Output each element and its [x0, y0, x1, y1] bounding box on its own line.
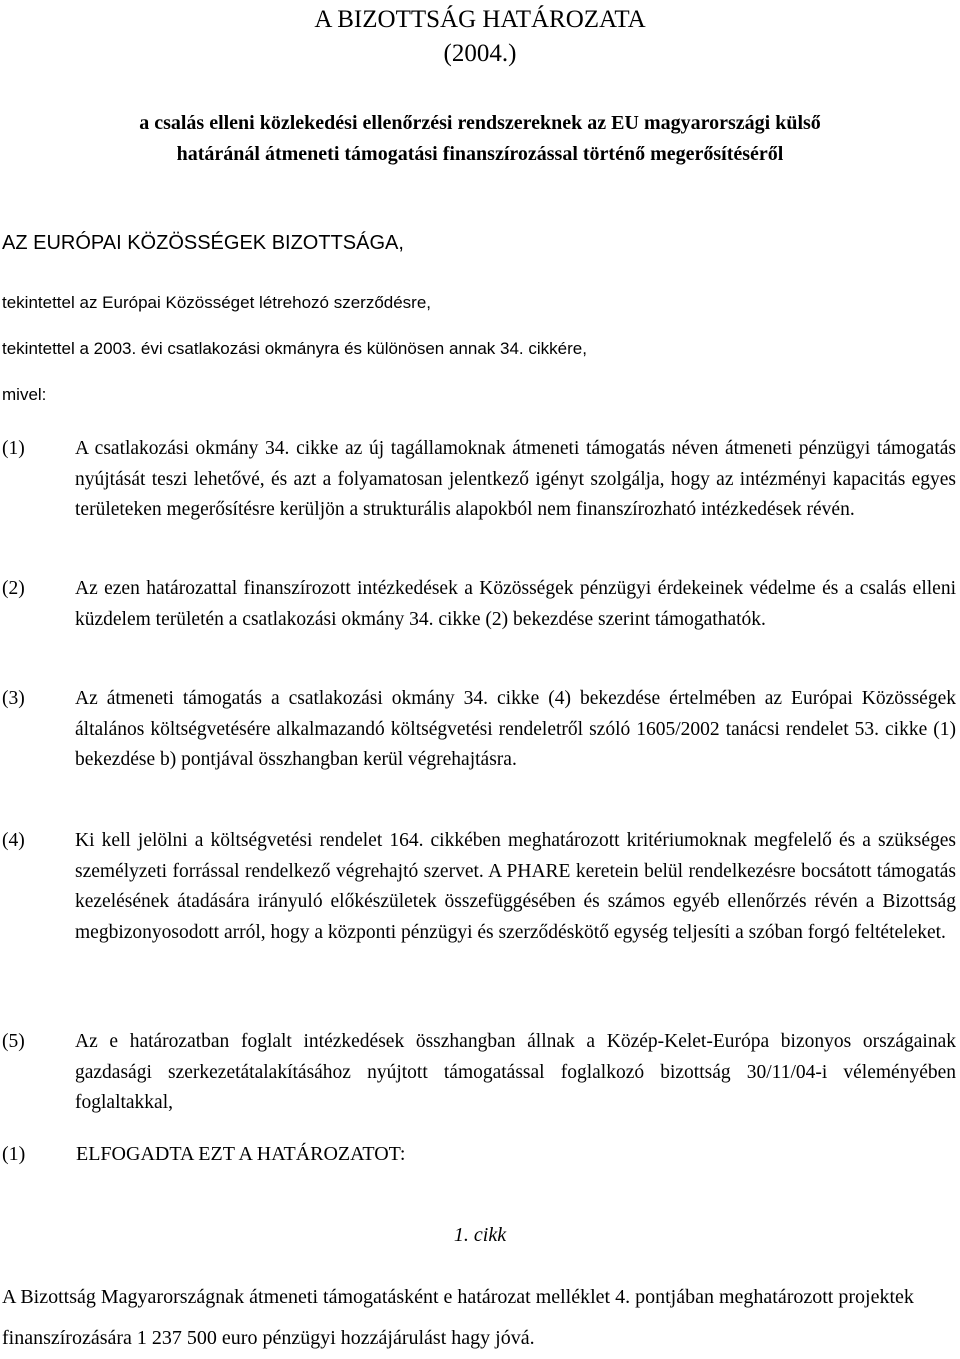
paragraph-text: Az e határozatban foglalt intézkedések összhangban állnak a Közép-Kelet-Európa bizonyos országainak gazdasági szerkezetátalakításához nyújtott támogatással foglalkozó bizottság 30/11/04-i véleményében foglaltakkal,	[75, 1031, 956, 1113]
paragraph-text: A csatlakozási okmány 34. cikke az új tagállamoknak átmeneti támogatás néven átmeneti pénzügyi támogatás nyújtását teszi lehetővé, és azt a folyamatosan jelentkező igényt szolgálja, hogy az intézményi kapacitás egyes területeken megerősítésre kerüljön a strukturális alapokból nem finanszírozható intézkedések révén.	[75, 438, 956, 520]
adoption-text: ELFOGADTA EZT A HATÁROZATOT:	[76, 1143, 406, 1165]
whereas-label: mivel:	[2, 385, 47, 404]
recital-paragraph-1	[0, 434, 958, 526]
issuing-authority: AZ EURÓPAI KÖZÖSSÉGEK BIZOTTSÁGA,	[2, 232, 404, 254]
decision-title: A BIZOTTSÁG HATÁROZATA	[314, 6, 646, 33]
paragraph-number: (1)	[2, 438, 25, 459]
article-text: A Bizottság Magyarországnak átmeneti támogatásként e határozat melléklet 4. pontjában meghatározott projektek finanszírozására 1 237 500 euro pénzügyi hozzájárulást hagy jóvá.	[2, 1286, 914, 1349]
paragraph-text: Az átmeneti támogatás a csatlakozási okmány 34. cikke (4) bekezdése értelmében az Európai Közösségek általános költségvetésére alkalmazandó költségvetési rendeletről szóló 1605/2002 tanácsi rendelet 53. cikke (1) bekezdése b) pontjával összhangban kerül végrehajtásra.	[75, 688, 956, 770]
decision-year: (2004.)	[443, 40, 517, 67]
decision-subject-line-2: határánál átmeneti támogatási finanszírozással történő megerősítéséről	[176, 143, 784, 165]
recital-paragraph-5	[0, 1027, 958, 1119]
decision-subject-line-1: a csalás elleni közlekedési ellenőrzési rendszereknek az EU magyarországi külső	[139, 112, 821, 134]
paragraph-number: (2)	[2, 578, 25, 599]
paragraph-text: Az ezen határozattal finanszírozott intézkedések a Közösségek pénzügyi érdekeinek védelme és a csalás elleni küzdelem területén a csatlakozási okmány 34. cikke (2) bekezdése szerint támogathatók.	[75, 578, 956, 630]
adoption-number: (1)	[2, 1143, 26, 1165]
recital-accession-act: tekintettel a 2003. évi csatlakozási okmányra és különösen annak 34. cikkére,	[2, 339, 587, 358]
adoption-statement	[0, 1139, 958, 1169]
paragraph-number: (3)	[2, 688, 25, 709]
recital-paragraph-2	[0, 574, 958, 635]
recital-treaty: tekintettel az Európai Közösséget létrehozó szerződésre,	[2, 293, 432, 312]
recital-paragraph-4	[0, 826, 958, 948]
paragraph-number: (4)	[2, 830, 25, 851]
recital-paragraph-3	[0, 684, 958, 776]
paragraph-number: (5)	[2, 1031, 25, 1052]
paragraph-text: Ki kell jelölni a költségvetési rendelet 164. cikkében meghatározott kritériumoknak megfelelő és a szükséges személyzeti forrással rendelkező végrehajtó szervet. A PHARE keretein belül rendelkezésre bocsátott támogatás kezelésének átadására irányuló előkészületek összefüggésében és számos egyéb ellenőrzés révén a Bizottság megbizonyosodott arról, hogy a központi pénzügyi és szerződéskötő egység teljesíti a szóban forgó feltételeket.	[75, 830, 956, 943]
article-heading: 1. cikk	[453, 1224, 507, 1246]
